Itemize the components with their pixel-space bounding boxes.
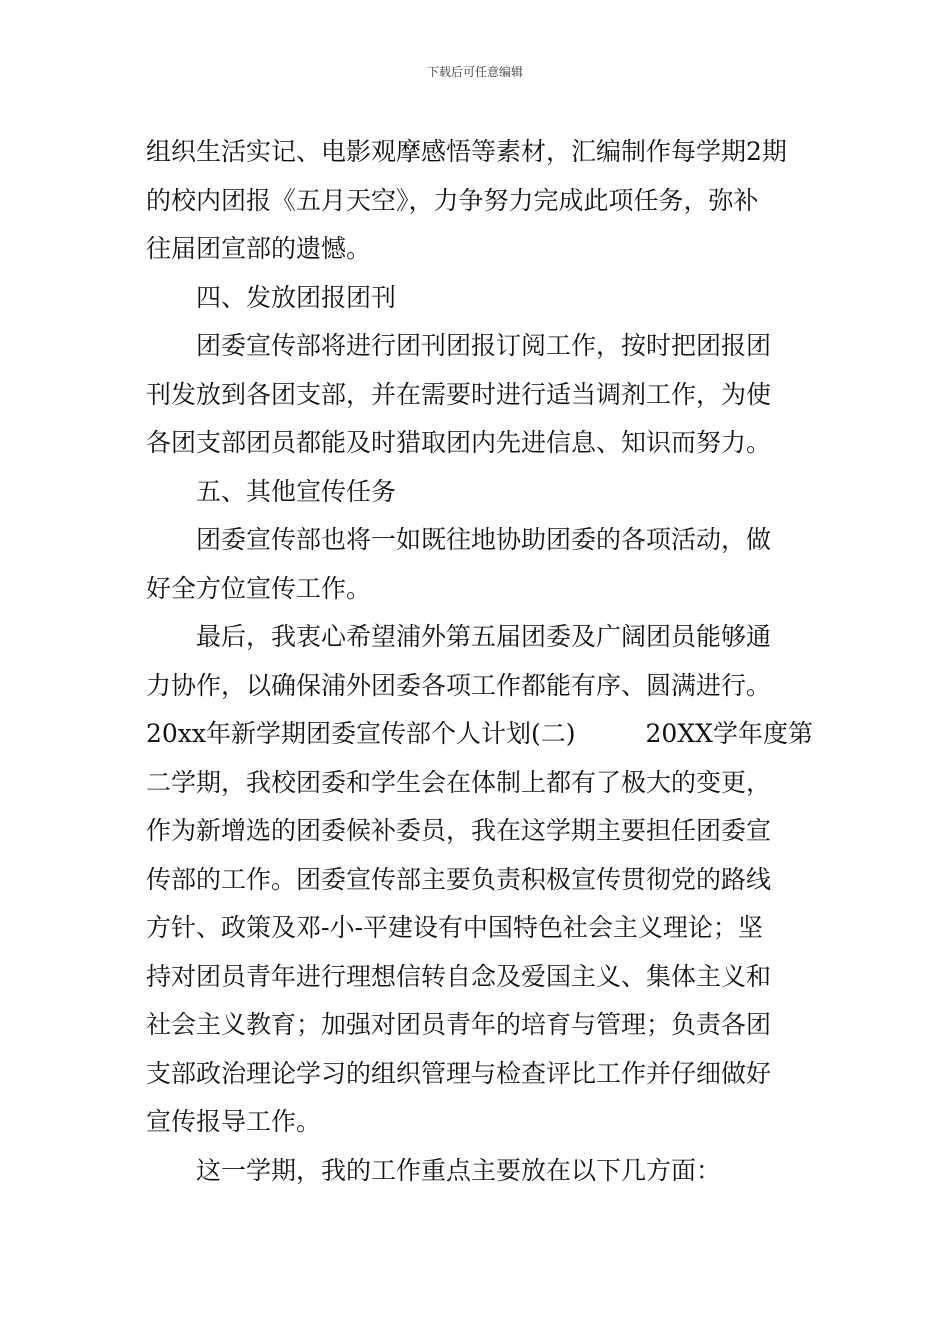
text-line: 好全方位宣传工作。 [146, 573, 372, 603]
section-heading: 五、其他宣传任务 [196, 476, 397, 506]
text-line: 社会主义教育；加强对团员青年的培育与管理；负责各团 [146, 1010, 772, 1039]
text-line: 团委宣传部将进行团刊团报订阅工作，按时把团报团 [196, 331, 772, 360]
text-line: 的校内团报《五月天空》，力争努力完成此项任务，弥补 [146, 185, 759, 215]
plan-title-continuation: 20XX学年度第 [645, 719, 813, 748]
plan-title: 20xx年新学期团委宣传部个人计划(二) [146, 719, 576, 748]
document-body [146, 128, 813, 1195]
text-line: 往届团宣部的遗憾。 [146, 234, 372, 263]
text-line: 最后，我衷心希望浦外第五届团委及广阔团员能够通 [196, 622, 772, 651]
text-line: 方针、政策及邓-小-平建设有中国特色社会主义理论；坚 [146, 913, 763, 942]
page-header: 下载后可任意编辑 [426, 65, 523, 79]
text-line: 这一学期，我的工作重点主要放在以下几方面： [196, 1155, 722, 1185]
text-line: 支部政治理论学习的组织管理与检查评比工作并仔细做好 [146, 1058, 772, 1088]
text-line: 传部的工作。团委宣传部主要负责积极宣传贯彻党的路线 [146, 864, 772, 894]
section-heading: 四、发放团报团刊 [196, 282, 397, 312]
text-line: 二学期，我校团委和学生会在体制上都有了极大的变更， [146, 767, 772, 797]
text-line: 各团支部团员都能及时猎取团内先进信息、知识而努力。 [146, 428, 772, 457]
text-line: 组织生活实记、电影观摩感悟等素材，汇编制作每学期2期 [146, 137, 787, 166]
text-line: 力协作，以确保浦外团委各项工作都能有序、圆满进行。 [146, 670, 772, 700]
text-line: 作为新增选的团委候补委员，我在这学期主要担任团委宣 [146, 816, 772, 845]
plan-title-line [146, 710, 813, 759]
text-line: 刊发放到各团支部，并在需要时进行适当调剂工作，为使 [146, 379, 772, 409]
text-line: 团委宣传部也将一如既往地协助团委的各项活动，做 [196, 525, 772, 554]
text-line: 持对团员青年进行理想信转自念及爱国主义、集体主义和 [146, 961, 772, 991]
text-line: 宣传报导工作。 [146, 1107, 322, 1136]
